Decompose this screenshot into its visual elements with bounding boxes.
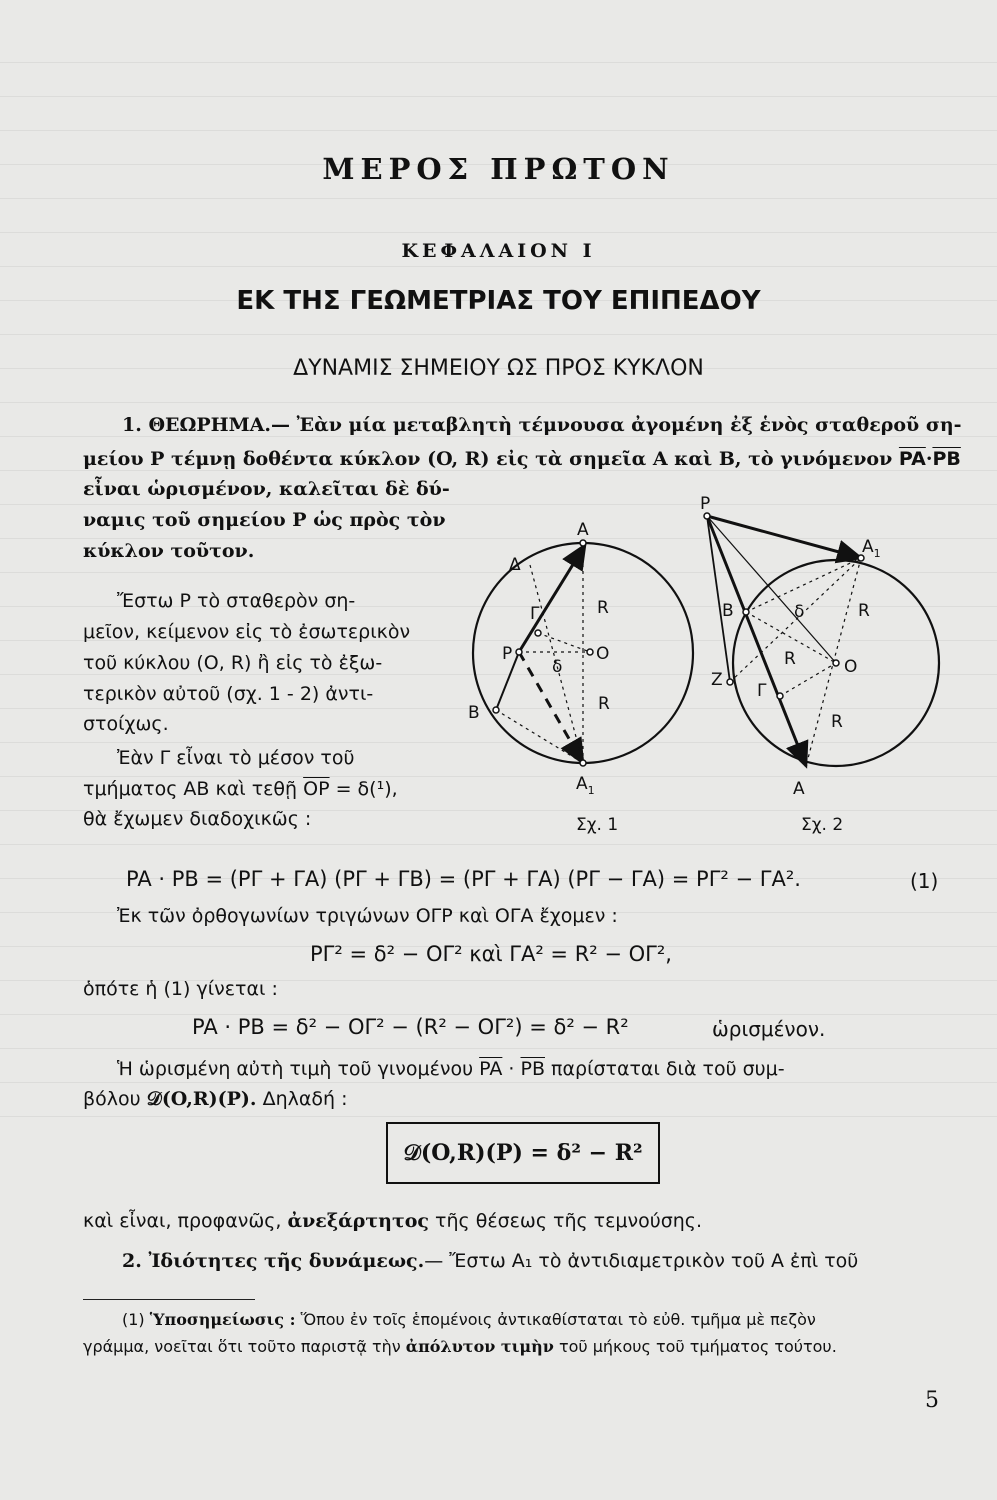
- fig1-chord-pa1: [519, 652, 583, 763]
- page-number: 5: [925, 1388, 939, 1413]
- fig1-point-g: [535, 630, 541, 636]
- theorem-line-2: μείου P τέμνῃ δοθέντα κύκλον (O, R) εἰς τὰ σημεῖα A καὶ B, τὸ γινόμενον $\overline{PA}\cdot\overline{PB}$: [83, 448, 961, 470]
- fig1-caption: Σχ. 1: [576, 815, 619, 835]
- notation-line-2: βόλου 𝒟(O,R)(P). Δηλαδή :: [83, 1088, 348, 1110]
- triangles-line: Ἐκ τῶν ὀρθογωνίων τριγώνων OΓP καὶ OΓA ἔχομεν :: [117, 905, 618, 927]
- fig2-pa1: [707, 516, 861, 558]
- fig1-og: [538, 633, 590, 652]
- fig2-point-z: [727, 679, 733, 685]
- setup-line-7: τμήματος AB καὶ τεθῇ $\overline{OP} = \delta(^1)$,: [83, 778, 398, 800]
- fig1-point-o: [587, 649, 593, 655]
- equation-1-number: (1): [910, 869, 939, 893]
- fig1-label-delta: δ: [552, 657, 563, 677]
- chapter-subtitle: ΕΚ ΤΗΣ ΓΕΩΜΕΤΡΙΑΣ ΤΟΥ ΕΠΙΠΕΔΟΥ: [236, 286, 761, 316]
- fig2-label-r2: R: [784, 649, 796, 669]
- setup-line-5: στοίχως.: [83, 713, 169, 735]
- fig1-chord-pa: [519, 545, 585, 652]
- theorem-line-5: κύκλον τοῦτον.: [83, 540, 255, 562]
- setup-line-4: τερικὸν αὐτοῦ (σχ. 1 - 2) ἀντι-: [83, 683, 374, 705]
- figure-2-diagram: [700, 494, 939, 835]
- section-title: ΔΥΝΑΜΙΣ ΣΗΜΕΙΟΥ ΩΣ ΠΡΟΣ ΚΥΚΛΟΝ: [293, 356, 704, 381]
- equation-3: PA · PB = δ² − OΓ² − (R² − OΓ²) = δ² − R²: [192, 1015, 629, 1039]
- fig2-point-o: [833, 660, 839, 666]
- conclusion-line: καὶ εἶναι, προφανῶς, ἀνεξάρτητος τῆς θέσεως τῆς τεμνούσης.: [83, 1210, 702, 1232]
- then-line: ὁπότε ἡ (1) γίνεται :: [83, 978, 278, 1000]
- fig2-point-g: [777, 693, 783, 699]
- footnote-rule: [83, 1299, 255, 1300]
- equation-2: PΓ² = δ² − OΓ² καὶ ΓA² = R² − OΓ²,: [310, 942, 672, 966]
- fig2-label-p: P: [700, 494, 711, 514]
- fig1-label-p: P: [502, 644, 513, 664]
- fig1-point-a1: [580, 760, 586, 766]
- fig1-point-b: [493, 707, 499, 713]
- fig2-po: [707, 516, 836, 663]
- fig2-label-a: A: [793, 779, 805, 799]
- fig2-point-b: [743, 609, 749, 615]
- fig2-label-a1: $A_1$: [862, 537, 881, 560]
- fig1-point-a: [580, 540, 586, 546]
- setup-line-8: θὰ ἔχωμεν διαδοχικῶς :: [83, 808, 312, 830]
- theorem-line-4: ναμις τοῦ σημείου P ὡς πρὸς τὸν: [83, 509, 446, 531]
- fig2-label-delta: δ: [794, 602, 805, 622]
- equation-1: PA · PB = (PΓ + ΓA) (PΓ + ΓB) = (PΓ + ΓA) (PΓ − ΓA) = PΓ² − ΓA².: [126, 867, 801, 891]
- fig2-label-r1: R: [858, 601, 870, 621]
- power-definition-box: 𝒟(O,R)(P) = δ² − R²: [386, 1122, 660, 1184]
- fig1-point-p: [516, 649, 522, 655]
- fig1-label-r1: R: [597, 598, 609, 618]
- fig2-label-z: Z: [711, 670, 723, 690]
- properties-line: 2. Ἰδιότητες τῆς δυνάμεως.— Ἔστω A₁ τὸ ἀντιδιαμετρικὸν τοῦ A ἐπὶ τοῦ: [122, 1250, 859, 1272]
- fig1-label-a: A: [577, 520, 589, 540]
- fig1-label-d: Δ: [509, 555, 521, 575]
- theorem-line-3: εἶναι ὡρισμένον, καλεῖται δὲ δύ-: [83, 478, 450, 500]
- footnote-line-1: (1) Ὑποσημείωσις : Ὅπου ἐν τοῖς ἑπομένοις ἀντικαθίσταται τὸ εὐθ. τμῆμα μὲ πεζὸν: [122, 1310, 816, 1329]
- part-title: ΜΕΡΟΣ ΠΡΩΤΟΝ: [322, 152, 675, 186]
- equation-3-word: ὡρισμένον.: [712, 1017, 826, 1041]
- fig2-label-b: B: [722, 601, 734, 621]
- fig2-label-r3: R: [831, 712, 843, 732]
- notation-line-1: Ἡ ὡρισμένη αὐτὴ τιμὴ τοῦ γινομένου $\overline{PA} \cdot \overline{PB}$ παρίσταται διὰ τοῦ συμ-: [117, 1058, 785, 1080]
- theorem-label: 1. ΘΕΩΡΗΜΑ.: [122, 414, 272, 436]
- fig1-label-g: Γ: [530, 604, 540, 624]
- setup-line-1: Ἔστω P τὸ σταθερὸν ση-: [117, 590, 356, 612]
- setup-line-3: τοῦ κύκλου (O, R) ἢ εἰς τὸ ἐξω-: [83, 652, 383, 674]
- footnote-line-2: γράμμα, νοεῖται ὅτι τοῦτο παριστᾷ τὴν ἀπόλυτον τιμὴν τοῦ μήκους τοῦ τμήματος τούτου.: [83, 1337, 837, 1356]
- figure-1-diagram: [468, 520, 693, 835]
- setup-line-2: μεῖον, κείμενον εἰς τὸ ἐσωτερικὸν: [83, 621, 411, 643]
- fig2-pz: [707, 516, 730, 682]
- fig2-caption: Σχ. 2: [801, 815, 844, 835]
- fig1-label-a1: $A_1$: [576, 774, 595, 797]
- fig2-label-g: Γ: [757, 681, 767, 701]
- theorem-line-1: 1. ΘΕΩΡΗΜΑ.— Ἐὰν μία μεταβλητὴ τέμνουσα ἀγομένη ἐξ ἑνὸς σταθεροῦ ση-: [122, 414, 962, 436]
- setup-line-6: Ἐὰν Γ εἶναι τὸ μέσον τοῦ: [117, 747, 355, 769]
- fig2-label-o: O: [844, 657, 858, 677]
- chapter-heading: ΚΕΦΑΛΑΙΟΝ Ι: [401, 240, 596, 262]
- fig1-label-b: B: [468, 703, 480, 723]
- fig1-label-o: O: [596, 644, 610, 664]
- fig1-label-r2: R: [598, 694, 610, 714]
